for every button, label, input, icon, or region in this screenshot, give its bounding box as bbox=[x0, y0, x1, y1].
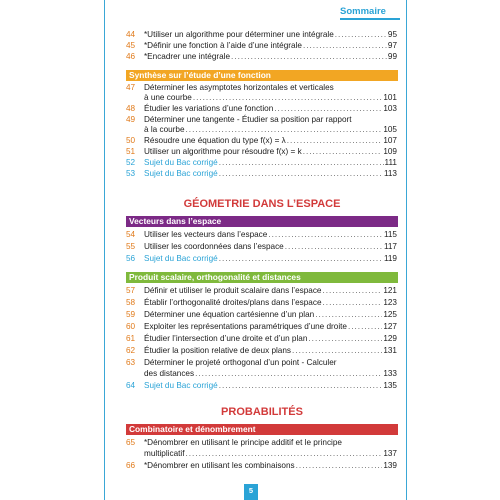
leader-dots bbox=[303, 147, 383, 157]
leader-dots bbox=[219, 158, 384, 168]
entry-page: 97 bbox=[387, 41, 397, 50]
toc-entry-48[interactable] bbox=[126, 104, 397, 114]
section-band-combinatoire: Combinatoire et dénombrement bbox=[126, 424, 398, 435]
entry-number: 54 bbox=[126, 230, 136, 239]
entry-title: Définir et utiliser le produit scalaire dans l’espace bbox=[144, 286, 322, 295]
toc-entry-64[interactable] bbox=[126, 381, 397, 391]
entry-title-cont: multiplicatif bbox=[144, 449, 185, 458]
toc-entry-59[interactable] bbox=[126, 310, 397, 320]
entry-page: 131 bbox=[383, 346, 397, 355]
entry-number: 60 bbox=[126, 322, 136, 331]
entry-title: Utiliser un algorithme pour résoudre f(x) = k bbox=[144, 147, 302, 156]
entry-page: 133 bbox=[383, 369, 397, 378]
leader-dots bbox=[322, 286, 382, 296]
toc-entry-44[interactable] bbox=[126, 30, 397, 40]
leader-dots bbox=[296, 461, 383, 471]
toc-entry-55[interactable] bbox=[126, 242, 397, 252]
toc-entry-60[interactable] bbox=[126, 322, 397, 332]
entry-title-cont: à la courbe bbox=[144, 125, 185, 134]
leader-dots bbox=[186, 449, 383, 459]
leader-dots bbox=[308, 334, 382, 344]
entry-number: 46 bbox=[126, 52, 136, 61]
entry-number: 51 bbox=[126, 147, 136, 156]
toc-entry-51[interactable] bbox=[126, 147, 397, 157]
entry-title-cont: à une courbe bbox=[144, 93, 192, 102]
entry-title: Étudier l’intersection d’une droite et d’un plan bbox=[144, 334, 308, 343]
entry-title: Déterminer les asymptotes horizontales et verticales bbox=[144, 83, 334, 92]
toc-entry-63-line1[interactable] bbox=[126, 358, 397, 368]
entry-page: 117 bbox=[383, 242, 397, 251]
entry-number: 65 bbox=[126, 438, 136, 447]
toc-entry-50[interactable] bbox=[126, 136, 397, 146]
entry-page: 121 bbox=[383, 286, 397, 295]
entry-page: 105 bbox=[383, 125, 397, 134]
section-band-produit-scalaire: Produit scalaire, orthogonalité et distances bbox=[126, 272, 398, 283]
leader-dots bbox=[292, 346, 382, 356]
entry-number: 55 bbox=[126, 242, 136, 251]
toc-entry-54[interactable] bbox=[126, 230, 397, 240]
entry-title: *Utiliser un algorithme pour déterminer une intégrale bbox=[144, 30, 334, 39]
entry-title: Résoudre une équation du type f(x) = λ bbox=[144, 136, 286, 145]
entry-page: 113 bbox=[383, 169, 397, 178]
entry-title: Sujet du Bac corrigé bbox=[144, 169, 218, 178]
toc-entry-47-line2[interactable] bbox=[126, 93, 397, 103]
entry-title: Déterminer une équation cartésienne d’un plan bbox=[144, 310, 315, 319]
leader-dots bbox=[274, 104, 382, 114]
entry-title: Étudier les variations d’une fonction bbox=[144, 104, 274, 113]
leader-dots bbox=[323, 298, 383, 308]
section-band-synthese: Synthèse sur l’étude d’une fonction bbox=[126, 70, 398, 81]
entry-page: 137 bbox=[383, 449, 397, 458]
sommaire-header: Sommaire bbox=[340, 6, 400, 20]
entry-page: 99 bbox=[387, 52, 397, 61]
entry-number: 45 bbox=[126, 41, 136, 50]
entry-number: 56 bbox=[126, 254, 136, 263]
toc-entry-57[interactable] bbox=[126, 286, 397, 296]
toc-entry-61[interactable] bbox=[126, 334, 397, 344]
entry-number: 63 bbox=[126, 358, 136, 367]
section-title-probabilites: PROBABILITÉS bbox=[221, 406, 303, 418]
entry-page: 107 bbox=[383, 136, 397, 145]
entry-title: Sujet du Bac corrigé bbox=[144, 381, 218, 390]
leader-dots bbox=[219, 381, 383, 391]
toc-entry-49-line2[interactable] bbox=[126, 125, 397, 135]
leader-dots bbox=[219, 169, 383, 179]
leader-dots bbox=[335, 30, 387, 40]
leader-dots bbox=[287, 136, 383, 146]
toc-entry-53[interactable] bbox=[126, 169, 397, 179]
entry-page: 127 bbox=[383, 322, 397, 331]
toc-entry-62[interactable] bbox=[126, 346, 397, 356]
toc-entry-63-line2[interactable] bbox=[126, 369, 397, 379]
toc-entry-52[interactable] bbox=[126, 158, 397, 168]
entry-number: 62 bbox=[126, 346, 136, 355]
leader-dots bbox=[315, 310, 382, 320]
entry-page: 103 bbox=[383, 104, 397, 113]
entry-page: 139 bbox=[383, 461, 397, 470]
leader-dots bbox=[348, 322, 382, 332]
leader-dots bbox=[186, 125, 383, 135]
entry-title: Exploiter les représentations paramétriques d’une droite bbox=[144, 322, 347, 331]
entry-title: Déterminer le projeté orthogonal d’un point - Calculer bbox=[144, 358, 337, 367]
entry-page: 101 bbox=[383, 93, 397, 102]
toc-entry-46[interactable] bbox=[126, 52, 397, 62]
leader-dots bbox=[303, 41, 387, 51]
entry-page: 95 bbox=[387, 30, 397, 39]
entry-page: 123 bbox=[383, 298, 397, 307]
section-title-geometrie: GÉOMETRIE DANS L’ESPACE bbox=[183, 198, 341, 210]
entry-number: 52 bbox=[126, 158, 136, 167]
toc-entry-49-line1[interactable] bbox=[126, 115, 397, 125]
entry-number: 44 bbox=[126, 30, 136, 39]
entry-title: *Définir une fonction à l’aide d’une intégrale bbox=[144, 41, 302, 50]
entry-page: 119 bbox=[383, 254, 397, 263]
entry-title: *Encadrer une intégrale bbox=[144, 52, 231, 61]
entry-title: Utiliser les coordonnées dans l’espace bbox=[144, 242, 284, 251]
entry-number: 47 bbox=[126, 83, 136, 92]
entry-title: *Dénombrer en utilisant les combinaisons bbox=[144, 461, 295, 470]
entry-title: Déterminer une tangente - Étudier sa position par rapport bbox=[144, 115, 352, 124]
entry-number: 59 bbox=[126, 310, 136, 319]
entry-title: Utiliser les vecteurs dans l’espace bbox=[144, 230, 268, 239]
toc-entry-58[interactable] bbox=[126, 298, 397, 308]
leader-dots bbox=[285, 242, 383, 252]
toc-entry-65-line1[interactable] bbox=[126, 438, 397, 448]
entry-page: 125 bbox=[383, 310, 397, 319]
leader-dots bbox=[268, 230, 383, 240]
entry-title: Établir l’orthogonalité droites/plans dans l’espace bbox=[144, 298, 322, 307]
entry-number: 64 bbox=[126, 381, 136, 390]
leader-dots bbox=[195, 369, 382, 379]
entry-page: 129 bbox=[383, 334, 397, 343]
leader-dots bbox=[219, 254, 383, 264]
toc-entry-45[interactable] bbox=[126, 41, 397, 51]
entry-title-cont: des distances bbox=[144, 369, 195, 378]
entry-title: *Dénombrer en utilisant le principe additif et le principe bbox=[144, 438, 342, 447]
leader-dots bbox=[193, 93, 383, 103]
toc-entry-66[interactable] bbox=[126, 461, 397, 471]
entry-title: Sujet du Bac corrigé bbox=[144, 254, 218, 263]
leader-dots bbox=[231, 52, 387, 62]
entry-number: 57 bbox=[126, 286, 136, 295]
entry-number: 50 bbox=[126, 136, 136, 145]
toc-entry-56[interactable] bbox=[126, 254, 397, 264]
entry-number: 61 bbox=[126, 334, 136, 343]
entry-number: 58 bbox=[126, 298, 136, 307]
entry-number: 48 bbox=[126, 104, 136, 113]
entry-title: Sujet du Bac corrigé bbox=[144, 158, 218, 167]
section-band-vecteurs: Vecteurs dans l’espace bbox=[126, 216, 398, 227]
entry-title: Étudier la position relative de deux plans bbox=[144, 346, 292, 355]
entry-page: 115 bbox=[383, 230, 397, 239]
entry-number: 49 bbox=[126, 115, 136, 124]
entry-number: 53 bbox=[126, 169, 136, 178]
entry-page: 111 bbox=[384, 158, 397, 167]
page-number: 5 bbox=[244, 484, 258, 500]
toc-entry-47-line1[interactable] bbox=[126, 83, 397, 93]
entry-page: 135 bbox=[383, 381, 397, 390]
entry-number: 66 bbox=[126, 461, 136, 470]
toc-entry-65-line2[interactable] bbox=[126, 449, 397, 459]
entry-page: 109 bbox=[383, 147, 397, 156]
